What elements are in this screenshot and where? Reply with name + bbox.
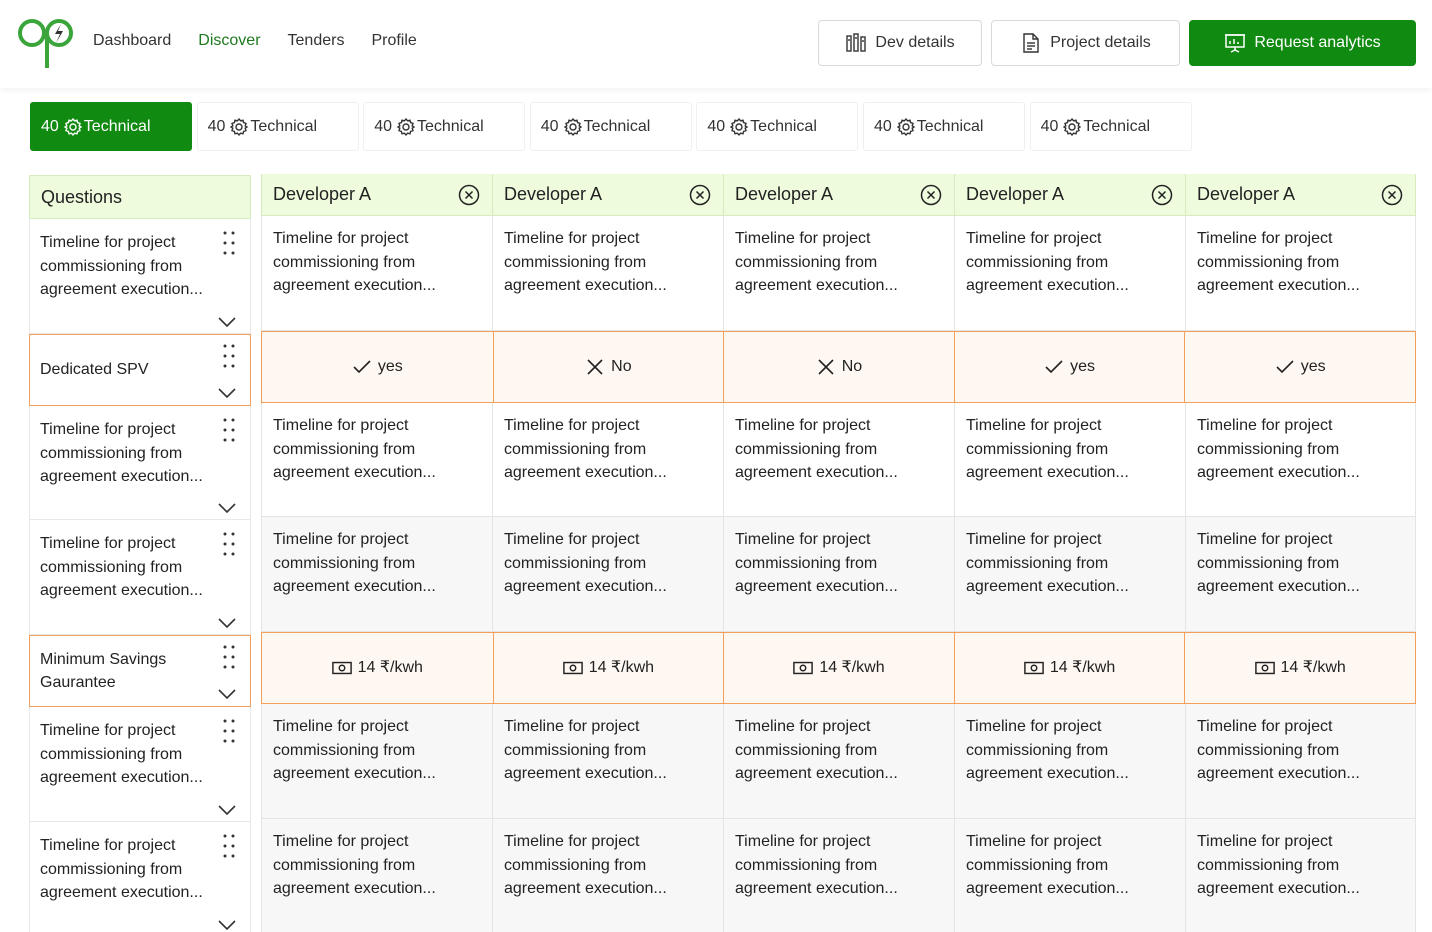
question-text: Timeline for project commissioning from agreement execution...	[40, 234, 203, 298]
questions-header	[29, 175, 251, 219]
question-row[interactable]	[29, 707, 251, 822]
answer-cell	[954, 403, 1185, 517]
remove-developer-icon[interactable]	[1151, 184, 1173, 206]
answer-cell	[723, 216, 954, 331]
answer-text: Timeline for project commissioning from agreement execution...	[273, 833, 436, 897]
remove-developer-icon[interactable]	[458, 184, 480, 206]
comparison-row	[261, 704, 1416, 819]
answer-cell	[1185, 216, 1416, 331]
answer-cell	[493, 332, 724, 402]
answer-cell	[1185, 517, 1416, 632]
answer-cell	[261, 819, 492, 932]
cross-icon	[585, 357, 605, 377]
top-header	[0, 0, 1432, 88]
comparison-row	[261, 403, 1416, 517]
answer-cell	[261, 216, 492, 331]
spv-value	[816, 355, 862, 379]
tab-count: 40	[540, 117, 559, 135]
answer-cell	[954, 517, 1185, 632]
spv-label: yes	[1070, 358, 1096, 376]
developer-name: Developer A	[504, 183, 603, 204]
comparison-row	[261, 517, 1416, 632]
answer-text: Timeline for project commissioning from agreement execution...	[966, 417, 1129, 481]
remove-developer-icon[interactable]	[689, 184, 711, 206]
questions-column	[29, 175, 251, 932]
answer-cell	[1184, 633, 1415, 703]
developer-name: Developer A	[966, 183, 1065, 204]
savings-value	[1255, 656, 1346, 680]
money-icon	[1024, 658, 1044, 678]
gear-icon	[559, 117, 584, 137]
tab-count: 40	[873, 117, 892, 135]
chevron-down-icon[interactable]	[217, 800, 237, 812]
check-icon	[352, 357, 372, 377]
answer-cell	[723, 332, 954, 402]
drag-handle-icon[interactable]	[222, 344, 236, 368]
drag-handle-icon[interactable]	[222, 834, 236, 858]
gear-icon	[1058, 117, 1083, 137]
answer-cell	[492, 216, 723, 331]
answer-cell	[492, 517, 723, 632]
chevron-down-icon[interactable]	[217, 915, 237, 927]
answer-cell	[262, 332, 493, 402]
savings-value	[793, 656, 884, 680]
money-icon	[1255, 658, 1275, 678]
developer-name: Developer A	[735, 183, 834, 204]
question-text: Timeline for project commissioning from agreement execution...	[40, 535, 203, 599]
question-text: Dedicated SPV	[40, 361, 149, 379]
comparison-row	[261, 216, 1416, 331]
gear-icon	[225, 117, 250, 137]
comparison-row	[261, 819, 1416, 932]
answer-cell	[1184, 332, 1415, 402]
question-text: Timeline for project commissioning from agreement execution...	[40, 421, 203, 485]
project-details-label: Project details	[1050, 34, 1151, 51]
nav-tenders[interactable]: Tenders	[287, 32, 345, 49]
answer-text: Timeline for project commissioning from agreement execution...	[1197, 417, 1360, 481]
developer-comparison-grid	[261, 174, 1416, 932]
spv-label: No	[611, 358, 632, 376]
answer-text: Timeline for project commissioning from agreement execution...	[966, 833, 1129, 897]
spv-label: yes	[1300, 358, 1326, 376]
answer-cell	[1185, 403, 1416, 517]
savings-value	[332, 656, 423, 680]
question-row[interactable]	[29, 635, 251, 707]
savings-label: 14 ₹/kwh	[588, 659, 655, 677]
answer-text: Timeline for project commissioning from agreement execution...	[504, 833, 667, 897]
comparison-row	[261, 331, 1416, 403]
spv-label: No	[841, 358, 863, 376]
savings-label: 14 ₹/kwh	[1049, 659, 1116, 677]
tab-technical-4[interactable]	[530, 102, 692, 151]
tab-label: Technical	[1083, 117, 1151, 135]
answer-text: Timeline for project commissioning from agreement execution...	[273, 417, 436, 481]
document-icon	[1020, 32, 1042, 54]
answer-text: Timeline for project commissioning from agreement execution...	[966, 531, 1129, 595]
answer-cell	[261, 517, 492, 632]
gear-icon	[725, 117, 750, 137]
answer-text: Timeline for project commissioning from agreement execution...	[966, 718, 1129, 782]
savings-label: 14 ₹/kwh	[357, 659, 423, 677]
answer-text: Timeline for project commissioning from agreement execution...	[504, 531, 667, 595]
remove-developer-icon[interactable]	[1381, 184, 1403, 206]
request-analytics-button[interactable]	[1189, 20, 1416, 66]
tab-count: 40	[207, 117, 226, 135]
answer-text: Timeline for project commissioning from agreement execution...	[504, 230, 667, 294]
chevron-down-icon[interactable]	[217, 383, 237, 395]
answer-cell	[261, 704, 492, 819]
tab-technical-5[interactable]	[696, 102, 858, 151]
tab-count: 40	[374, 117, 392, 135]
answer-cell	[1185, 819, 1416, 932]
money-icon	[332, 658, 352, 678]
answer-text: Timeline for project commissioning from agreement execution...	[735, 230, 898, 294]
answer-cell	[954, 216, 1185, 331]
answer-text: Timeline for project commissioning from agreement execution...	[735, 718, 898, 782]
category-tabs	[30, 102, 1196, 151]
money-icon	[563, 658, 583, 678]
analytics-board-icon	[1224, 32, 1246, 54]
tab-label: Technical	[250, 117, 318, 135]
logo-icon[interactable]	[18, 16, 78, 70]
developer-header-cell	[954, 174, 1185, 216]
answer-cell	[954, 704, 1185, 819]
chevron-down-icon[interactable]	[217, 498, 237, 510]
project-details-button[interactable]	[991, 20, 1180, 66]
savings-value	[563, 656, 654, 680]
chevron-down-icon[interactable]	[217, 613, 237, 625]
check-icon	[1275, 357, 1295, 377]
tab-label: Technical	[916, 117, 984, 135]
savings-label: 14 ₹/kwh	[1280, 659, 1346, 677]
answer-text: Timeline for project commissioning from agreement execution...	[966, 230, 1129, 294]
tab-label: Technical	[750, 117, 817, 135]
developer-name: Developer A	[1197, 183, 1296, 204]
comparison-row	[261, 632, 1416, 704]
answer-cell	[261, 403, 492, 517]
check-icon	[1044, 357, 1064, 377]
tab-technical-7[interactable]	[1030, 102, 1192, 151]
spv-value	[1275, 355, 1326, 379]
answer-cell	[723, 517, 954, 632]
developer-header-cell	[261, 174, 492, 216]
question-row[interactable]	[29, 822, 251, 932]
dev-details-button[interactable]	[818, 20, 982, 66]
answer-text: Timeline for project commissioning from agreement execution...	[1197, 833, 1360, 897]
question-text: Timeline for project commissioning from agreement execution...	[40, 837, 203, 901]
drag-handle-icon[interactable]	[222, 418, 236, 442]
answer-cell	[954, 633, 1185, 703]
developer-header-cell	[492, 174, 723, 216]
tab-technical-6[interactable]	[863, 102, 1025, 151]
answer-cell	[492, 403, 723, 517]
chevron-down-icon[interactable]	[217, 684, 237, 696]
developer-grid-icon	[845, 32, 867, 54]
tab-technical-2[interactable]	[197, 102, 359, 151]
answer-text: Timeline for project commissioning from agreement execution...	[735, 531, 898, 595]
answer-cell	[1185, 704, 1416, 819]
gear-icon	[892, 117, 917, 137]
answer-text: Timeline for project commissioning from agreement execution...	[273, 230, 436, 294]
dev-details-label: Dev details	[875, 34, 955, 51]
answer-cell	[262, 633, 493, 703]
chevron-down-icon[interactable]	[217, 312, 237, 324]
question-row[interactable]	[29, 334, 251, 406]
nav-dashboard[interactable]: Dashboard	[93, 32, 172, 49]
answer-text: Timeline for project commissioning from agreement execution...	[504, 718, 667, 782]
nav-profile[interactable]: Profile	[371, 32, 417, 49]
questions-header-label: Questions	[41, 186, 123, 207]
tab-count: 40	[41, 117, 59, 135]
tab-label: Technical	[416, 117, 484, 135]
nav-discover[interactable]: Discover	[198, 32, 261, 49]
answer-text: Timeline for project commissioning from agreement execution...	[273, 718, 436, 782]
savings-value	[1024, 656, 1115, 680]
question-text: Timeline for project commissioning from agreement execution...	[40, 722, 203, 786]
question-row[interactable]	[29, 520, 251, 635]
answer-cell	[954, 819, 1185, 932]
tab-label: Technical	[583, 117, 651, 135]
tab-count: 40	[1040, 117, 1059, 135]
gear-icon	[59, 117, 84, 137]
main-nav	[93, 30, 444, 52]
answer-cell	[493, 633, 724, 703]
spv-value	[352, 355, 403, 379]
answer-cell	[954, 332, 1185, 402]
request-analytics-label: Request analytics	[1254, 34, 1381, 51]
answer-cell	[723, 704, 954, 819]
gear-icon	[392, 117, 417, 137]
drag-handle-icon[interactable]	[222, 231, 236, 255]
answer-cell	[492, 819, 723, 932]
answer-text: Timeline for project commissioning from agreement execution...	[1197, 531, 1360, 595]
answer-cell	[492, 704, 723, 819]
developer-header-cell	[723, 174, 954, 216]
answer-cell	[723, 819, 954, 932]
question-row[interactable]	[29, 219, 251, 334]
savings-label: 14 ₹/kwh	[819, 659, 885, 677]
spv-value	[1044, 355, 1095, 379]
drag-handle-icon[interactable]	[222, 645, 236, 669]
drag-handle-icon[interactable]	[222, 532, 236, 556]
answer-text: Timeline for project commissioning from agreement execution...	[504, 417, 667, 481]
spv-label: yes	[377, 358, 403, 376]
tab-count: 40	[707, 117, 726, 135]
money-icon	[793, 658, 813, 678]
answer-text: Timeline for project commissioning from agreement execution...	[735, 833, 898, 897]
answer-cell	[723, 403, 954, 517]
tab-label: Technical	[83, 117, 151, 135]
answer-text: Timeline for project commissioning from agreement execution...	[1197, 230, 1360, 294]
spv-value	[585, 355, 631, 379]
answer-cell	[723, 633, 954, 703]
answer-text: Timeline for project commissioning from agreement execution...	[273, 531, 436, 595]
developer-header-row	[261, 174, 1416, 216]
cross-icon	[816, 357, 836, 377]
developer-name: Developer A	[273, 183, 372, 204]
tab-technical-1[interactable]	[30, 102, 192, 151]
developer-header-cell	[1185, 174, 1416, 216]
remove-developer-icon[interactable]	[920, 184, 942, 206]
answer-text: Timeline for project commissioning from agreement execution...	[735, 417, 898, 481]
answer-text: Timeline for project commissioning from agreement execution...	[1197, 718, 1360, 782]
drag-handle-icon[interactable]	[222, 719, 236, 743]
question-row[interactable]	[29, 406, 251, 520]
tab-technical-3[interactable]	[363, 102, 525, 151]
question-text: Minimum Savings Gaurantee	[40, 650, 167, 691]
